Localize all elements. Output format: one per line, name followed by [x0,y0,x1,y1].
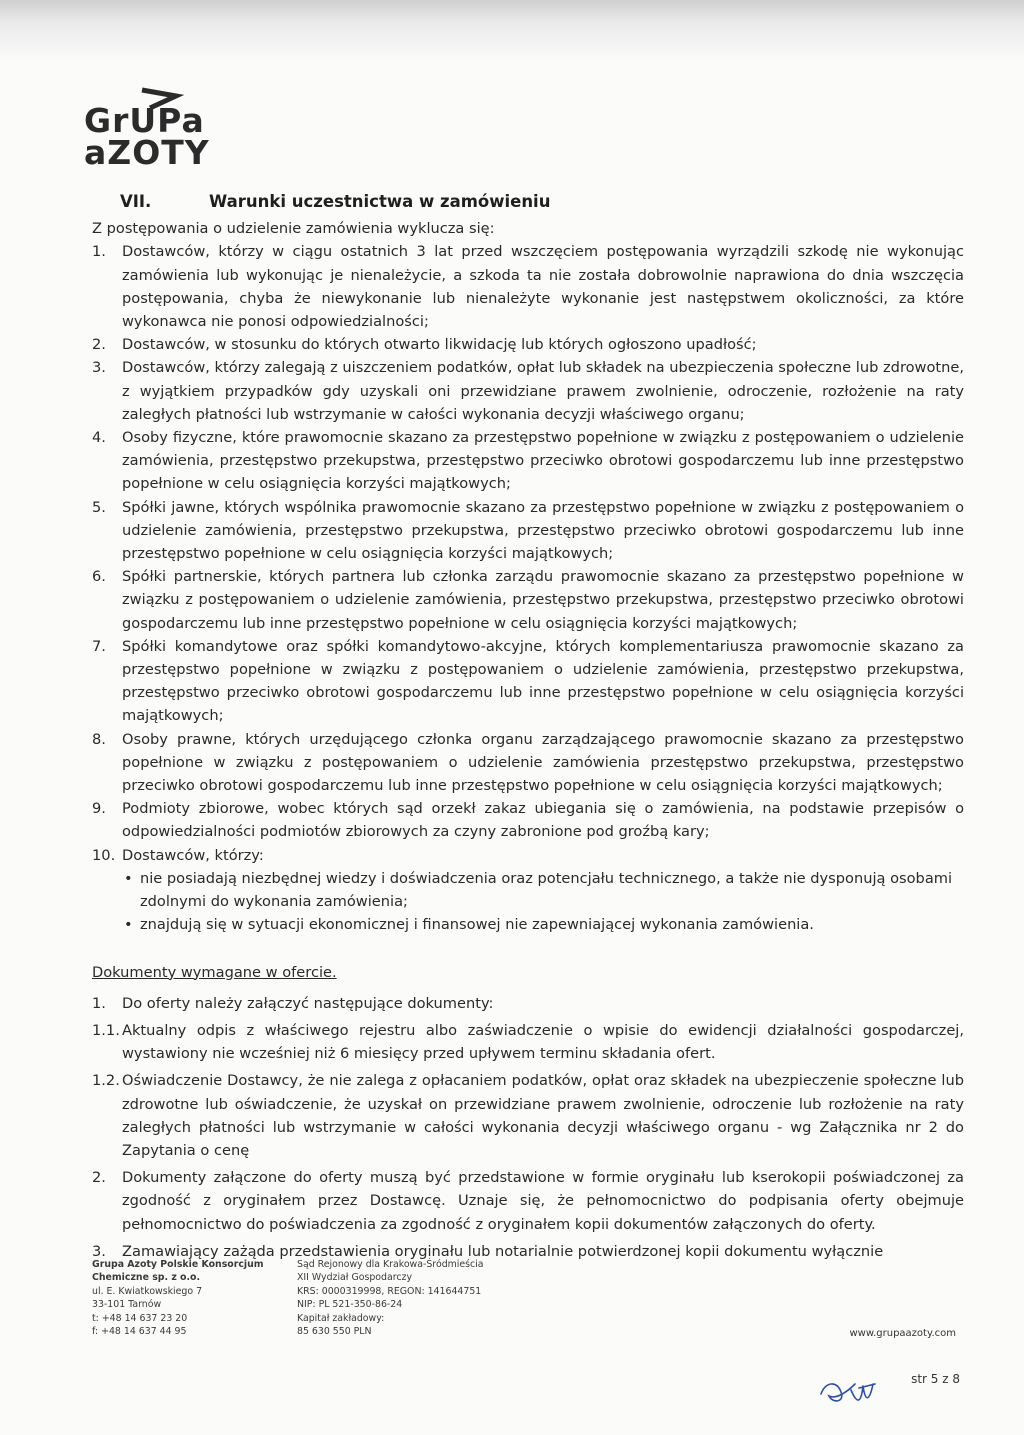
exclusions-list [92,240,964,866]
item-text: Dostawców, którzy: [122,846,264,864]
item-number: 8. [92,730,106,748]
footer-registry-line: XII Wydział Gospodarczy [297,1272,412,1284]
document-body [92,190,964,1263]
bullet-item [122,913,964,936]
logo-text-line2: aZOTY [84,133,210,168]
list-item [92,797,964,843]
section-number: VII. [120,192,152,211]
footer-registry-line: Kapitał zakładowy: [297,1312,385,1324]
item-number: 4. [92,429,106,447]
item-text: Dostawców, w stosunku do których otwarto likwidację lub których ogłoszono upadłość; [122,336,757,354]
item-text: Osoby prawne, których urzędującego członka organu zarządzającego prawomocnie skazano za przestępstwo popełnione w związku z postępowaniem o udzielenie zamówienia przestępstwo przekupstwa, przestępstwo przeciwko obrotowi gospodarczemu lub inne przestępstwo popełnione w celu osiągnięcia korzyści majątkowych; [122,730,964,795]
documents-list [92,992,964,1263]
item-number: 1. [92,243,106,261]
item-number: 3. [92,359,106,377]
item-text: Oświadczenie Dostawcy, że nie zalega z opłacaniem podatków, opłat oraz składek na ubezpieczenie społeczne lub zdrowotne lub oświadczenie, że uzyskał on przewidziane prawem zwolnienie, odroczenie lub rozłożenie na raty zaległych płatności lub wstrzymanie w całości wykonania decyzji właściwego organu - wg Załącznika nr 2 do Zapytania o cenę [122,1072,964,1159]
item-text: Spółki jawne, których wspólnika prawomocnie skazano za przestępstwo popełnione w związku z postępowaniem o udzielenie zamówienia, przestępstwo przekupstwa, przestępstwo przeciwko obrotowi gospodarczemu lub inne przestępstwo popełnione w celu osiągnięcia korzyści majątkowych; [122,498,964,563]
section-heading [92,190,964,213]
grupa-azoty-logo [84,86,224,168]
list-item [92,1069,964,1162]
list-item [92,728,964,798]
item-number: 6. [92,568,106,586]
footer-company-name: Chemiczne sp. z o.o. [92,1272,201,1284]
list-item [92,565,964,635]
list-item [92,240,964,333]
footer-website-link[interactable]: www.grupaazoty.com [849,1328,956,1339]
list-item [92,333,964,356]
list-item [92,1019,964,1065]
section-title: Warunki uczestnictwa w zamówieniu [209,192,551,211]
footer-company-name: Grupa Azoty Polskie Konsorcjum [92,1259,264,1270]
list-item [92,635,964,728]
bullet-icon: • [124,916,133,934]
list-item [92,356,964,426]
item-number: 3. [92,1242,106,1260]
footer-registry-line: NIP: PL 521-350-86-24 [297,1299,403,1311]
bullet-item [122,867,964,913]
item-text: Dostawców, którzy zalegają z uiszczeniem podatków, opłat lub składek na ubezpieczenia społeczne lub zdrowotne, z wyjątkiem przypadków gdy uzyskali oni przewidziane prawem zwolnienie, odroczenie, rozłożenie na raty zaległych płatności lub wstrzymanie w całości wykonania decyzji właściwego organu; [122,359,964,423]
item-text: Dostawców, którzy w ciągu ostatnich 3 lat przed wszczęciem postępowania wyrządzili szkodę nie wykonując zamówienia lub wykonując je nienależycie, a szkoda ta nie została dobrowolnie naprawiona do dnia wszczęcia postępowania, chyba że niewykonanie lub nienależyte wykonanie jest następstwem okoliczności, za które wykonawca nie ponosi odpowiedzialności; [122,243,964,331]
list-item [92,1166,964,1236]
item-number: 1.2. [92,1072,120,1090]
footer-phone: t: +48 14 637 23 20 [92,1312,188,1324]
documents-heading: Dokumenty wymagane w ofercie. [92,963,337,981]
bullet-text: znajdują się w sytuacji ekonomicznej i finansowej nie zapewniającej wykonania zamówienia. [140,916,814,934]
footer-registry-line: 85 630 550 PLN [297,1326,372,1338]
footer-company-info [92,1258,292,1338]
item-number: 2. [92,1169,106,1187]
scan-shadow [0,0,1024,60]
footer-address: 33-101 Tarnów [92,1299,162,1311]
list-item [92,426,964,496]
item-text: Zamawiający zażąda przedstawienia oryginału lub notarialnie potwierdzonej kopii dokumentu wyłącznie [122,1242,884,1260]
bullet-list [122,867,964,937]
item-text: Spółki komandytowe oraz spółki komandytowo-akcyjne, których komplementariusza prawomocnie skazano za przestępstwo popełnione w związku z postępowaniem o udzielenie zamówienia, przestępstwo przekupstwa, przestępstwo przeciwko obrotowi gospodarczemu lub inne przestępstwo popełnione w celu osiągnięcia korzyści majątkowych; [122,637,964,725]
item-number: 9. [92,800,106,818]
footer-registry-line: Sąd Rejonowy dla Krakowa-Śródmieścia [297,1259,484,1270]
item-number: 5. [92,498,106,516]
footer-fax: f: +48 14 637 44 95 [92,1326,187,1338]
item-number: 7. [92,637,106,655]
handwritten-signature [815,1364,885,1412]
item-text: Do oferty należy załączyć następujące dokumenty: [122,994,494,1012]
list-item [92,496,964,566]
footer-address: ul. E. Kwiatkowskiego 7 [92,1285,203,1297]
page-number: str 5 z 8 [911,1372,960,1386]
footer-registry-info [297,1258,557,1338]
signature-stroke [821,1384,875,1401]
bullet-text: nie posiadają niezbędnej wiedzy i doświadczenia oraz potencjału technicznego, a także nie dysponują osobami zdolnymi do wykonania zamówienia; [140,869,953,911]
item-number: 1.1. [92,1021,120,1039]
logo-text-line1: GrUPa [84,101,205,140]
item-text: Dokumenty załączone do oferty muszą być przedstawione w formie oryginału lub kserokopii poświadczonej za zgodność z oryginałem przez Dostawcę. Uznaje się, że pełnomocnictwo do podpisania oferty obejmuje pełnomocnictwo do poświadczenia za zgodność z oryginałem kopii dokumentów załączonych do oferty. [122,1169,964,1233]
intro-text: Z postępowania o udzielenie zamówienia wyklucza się: [92,220,495,238]
item-number: 2. [92,336,106,354]
list-item [92,992,964,1015]
item-number: 1. [92,994,106,1012]
company-logo [84,86,224,166]
bullet-icon: • [124,869,133,887]
item-number: 10. [92,846,116,864]
item-text: Podmioty zbiorowe, wobec których sąd orzekł zakaz ubiegania się o zamówienia, na podstawie przepisów o odpowiedzialności podmiotów zbiorowych za czyny zabronione pod groźbą kary; [122,800,964,841]
footer-registry-line: KRS: 0000319998, REGON: 141644751 [297,1285,482,1297]
item-text: Aktualny odpis z właściwego rejestru albo zaświadczenie o wpisie do ewidencji działalności gospodarczej, wystawiony nie wcześniej niż 6 miesięcy przed upływem terminu składania ofert. [122,1021,964,1063]
list-item [92,844,964,867]
item-text: Spółki partnerskie, których partnera lub członka zarządu prawomocnie skazano za przestępstwo popełnione w związku z postępowaniem o udzielenie zamówienia, przestępstwo przekupstwa, przestępstwo przeciwko obrotowi gospodarczemu lub inne przestępstwo popełnione w celu osiągnięcia korzyści majątkowych; [122,568,964,632]
item-text: Osoby fizyczne, które prawomocnie skazano za przestępstwo popełnione w związku z postępowaniem o udzielenie zamówienia, przestępstwo przekupstwa, przestępstwo przeciwko obrotowi gospodarczemu lub inne przestępstwo popełnione w celu osiągnięcia korzyści majątkowych; [122,429,964,493]
